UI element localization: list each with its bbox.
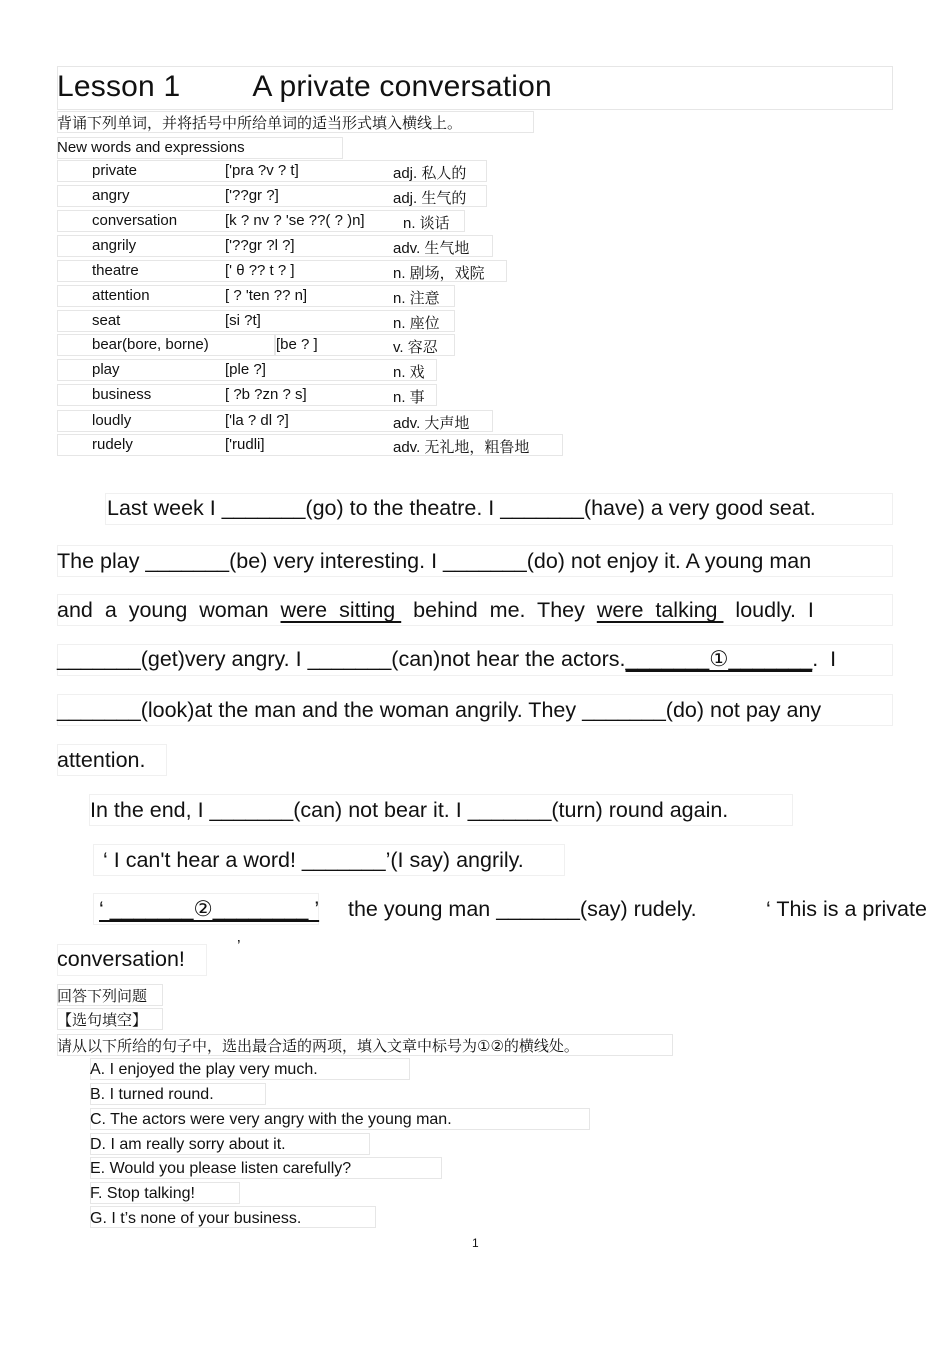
lesson-name: A private conversation: [252, 70, 552, 103]
vocab-meaning: n. 戏: [393, 364, 425, 381]
vocab-row: [57, 260, 507, 282]
vocab-word: private: [92, 162, 138, 179]
vocab-phonetic: [ ?b ?zn ? s]: [225, 386, 307, 403]
vocab-phonetic: [si ?t]: [225, 312, 261, 329]
passage-line-6: attention.: [57, 748, 146, 772]
passage-line-2: The play _______(be) very interesting. I _______(do) not enjoy it. A young man: [57, 549, 812, 573]
passage-line-5: _______(look)at the man and the woman angrily. They _______(do) not pay any: [57, 698, 822, 722]
vocab-phonetic: ['??gr ?]: [225, 187, 279, 204]
vocab-word: bear(bore, borne): [92, 336, 209, 353]
option-b: B. I turned round.: [90, 1086, 214, 1103]
vocab-meaning: adv. 大声地: [393, 415, 470, 432]
vocab-row: [57, 160, 487, 182]
option-a: A. I enjoyed the play very much.: [90, 1061, 318, 1078]
answer-were-sitting: were sitting: [280, 598, 402, 622]
vocab-meaning: n. 事: [393, 389, 425, 406]
vocab-word: business: [92, 386, 152, 403]
answer-were-talking: were talking: [596, 598, 724, 622]
vocab-meaning: adv. 生气地: [393, 240, 470, 257]
vocab-phonetic: ['rudli]: [225, 436, 265, 453]
vocab-phonetic: [ ? 'ten ?? n]: [225, 287, 308, 304]
vocab-phonetic: ['pra ?v ? t]: [225, 162, 299, 179]
option-e: E. Would you please listen carefully?: [90, 1160, 352, 1177]
vocab-word: angrily: [92, 237, 137, 254]
vocab-meaning: v. 容忍: [393, 339, 438, 356]
closing-quote: ’: [237, 938, 241, 955]
passage-line-7: In the end, I _______(can) not bear it. I _______(turn) round again.: [90, 798, 729, 822]
vocab-word: conversation: [92, 212, 178, 229]
blank-2: ‘ _______②________ ’: [99, 897, 320, 921]
vocab-meaning: adv. 无礼地，粗鲁地: [393, 439, 530, 456]
lesson-title: [57, 70, 552, 104]
vocab-phonetic: [' θ ?? t ? ]: [225, 262, 295, 279]
option-d: D. I am really sorry about it.: [90, 1136, 286, 1153]
vocab-row: [57, 185, 487, 207]
vocab-row: [57, 310, 455, 332]
vocab-row: [57, 434, 563, 456]
passage-line-10: conversation!: [57, 947, 185, 971]
vocab-phonetic: [k ? nv ? 'se ??( ? )n]: [225, 212, 365, 229]
vocab-word: attention: [92, 287, 150, 304]
vocab-row: [57, 334, 455, 356]
option-g: G. I t’s none of your business.: [90, 1210, 302, 1227]
page-number: 1: [472, 1236, 479, 1250]
vocab-word: theatre: [92, 262, 139, 279]
fill-heading: 【选句填空】: [57, 1012, 148, 1029]
vocab-word: play: [92, 361, 120, 378]
vocab-phonetic: ['??gr ?l ?]: [225, 237, 295, 254]
instruction-choose: 请从以下所给的句子中，选出最合适的两项，填入文章中标号为①②的横线处。: [57, 1038, 579, 1055]
passage-line-9: the young man _______(say) rudely.: [348, 897, 697, 921]
passage-line-8: ‘ I can't hear a word! _______’(I say) angrily.: [103, 848, 524, 872]
vocab-meaning: n. 座位: [393, 315, 440, 332]
vocab-meaning: adj. 私人的: [393, 165, 467, 182]
vocab-row: [57, 210, 465, 232]
vocab-meaning: n. 谈话: [403, 215, 450, 232]
option-f: F. Stop talking!: [90, 1185, 195, 1202]
vocab-row: [57, 384, 437, 406]
vocab-word: angry: [92, 187, 130, 204]
vocab-word: seat: [92, 312, 121, 329]
passage-line-3: and a young woman were sitting behind me. They were talking loudly. I: [57, 598, 814, 622]
vocab-row: [57, 410, 493, 432]
vocab-phonetic: [be ? ]: [276, 336, 318, 353]
vocab-word: rudely: [92, 436, 133, 453]
vocab-word: loudly: [92, 412, 132, 429]
blank-1: _______①_______: [625, 647, 813, 671]
passage-line-1: Last week I _______(go) to the theatre. I _______(have) a very good seat.: [107, 496, 816, 520]
option-c: C. The actors were very angry with the young man.: [90, 1111, 452, 1128]
instruction-memorize: 背诵下列单词，并将括号中所给单词的适当形式填入横线上。: [57, 115, 463, 132]
vocab-row: [57, 285, 455, 307]
vocab-meaning: n. 剧场，戏院: [393, 265, 485, 282]
vocab-row: [57, 235, 493, 257]
vocab-meaning: n. 注意: [393, 290, 440, 307]
passage-line-9-quote: ‘ This is a private: [766, 897, 927, 921]
vocab-phonetic: [ple ?]: [225, 361, 266, 378]
vocab-phonetic: ['la ? dl ?]: [225, 412, 289, 429]
vocab-header: New words and expressions: [57, 139, 245, 156]
vocab-row: [57, 359, 437, 381]
answer-heading: 回答下列问题: [57, 988, 148, 1005]
lesson-number: Lesson 1: [57, 70, 181, 103]
passage-line-4: _______(get)very angry. I _______(can)not hear the actors._______①_______. I: [57, 647, 837, 671]
vocab-meaning: adj. 生气的: [393, 190, 467, 207]
